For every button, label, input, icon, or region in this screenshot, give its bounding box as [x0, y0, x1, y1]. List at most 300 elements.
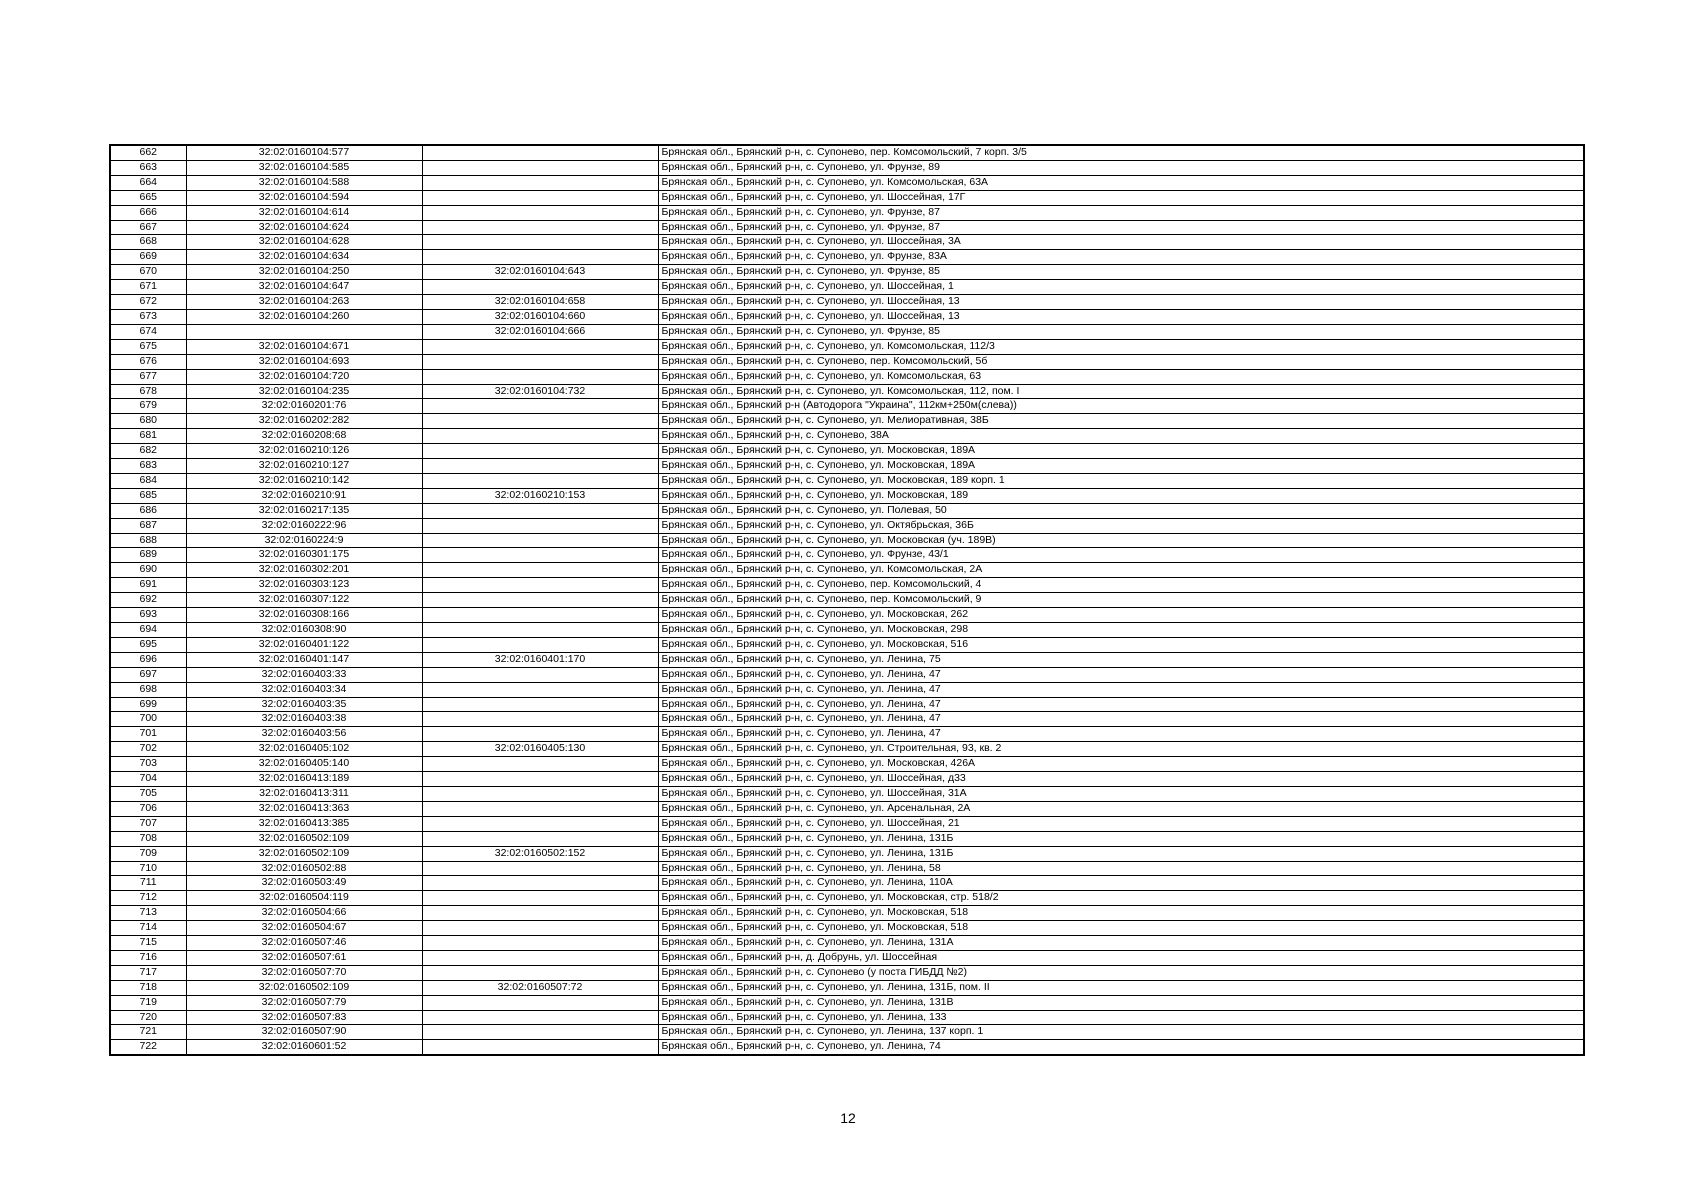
new-cadastral-number-cell	[422, 1040, 658, 1055]
new-cadastral-number-cell	[422, 369, 658, 384]
cadastral-number-cell: 32:02:0160224:9	[186, 533, 422, 548]
row-number-cell: 692	[110, 593, 186, 608]
address-cell: Брянская обл., Брянский р-н, с. Супонево, ул. Строительная, 93, кв. 2	[658, 742, 1584, 757]
table-row	[110, 548, 1584, 563]
row-number-cell: 700	[110, 712, 186, 727]
address-cell: Брянская обл., Брянский р-н, с. Супонево, ул. Московская, 518	[658, 906, 1584, 921]
cadastral-number-cell: 32:02:0160601:52	[186, 1040, 422, 1055]
row-number-cell: 677	[110, 369, 186, 384]
address-cell: Брянская обл., Брянский р-н, с. Супонево, ул. Фрунзе, 87	[658, 220, 1584, 235]
address-cell: Брянская обл., Брянский р-н, с. Супонево, ул. Фрунзе, 87	[658, 205, 1584, 220]
new-cadastral-number-cell	[422, 995, 658, 1010]
table-row	[110, 145, 1584, 160]
table-row	[110, 280, 1584, 295]
row-number-cell: 712	[110, 891, 186, 906]
cadastral-number-cell: 32:02:0160307:122	[186, 593, 422, 608]
new-cadastral-number-cell: 32:02:0160210:153	[422, 488, 658, 503]
table-row	[110, 682, 1584, 697]
cadastral-number-cell: 32:02:0160104:634	[186, 250, 422, 265]
address-cell: Брянская обл., Брянский р-н, с. Супонево, ул. Ленина, 133	[658, 1010, 1584, 1025]
new-cadastral-number-cell	[422, 637, 658, 652]
row-number-cell: 706	[110, 801, 186, 816]
new-cadastral-number-cell	[422, 623, 658, 638]
address-cell: Брянская обл., Брянский р-н, с. Супонево, ул. Комсомольская, 112/3	[658, 339, 1584, 354]
new-cadastral-number-cell	[422, 667, 658, 682]
address-cell: Брянская обл., Брянский р-н, с. Супонево, ул. Фрунзе, 89	[658, 160, 1584, 175]
cadastral-number-cell: 32:02:0160504:67	[186, 921, 422, 936]
cadastral-number-cell: 32:02:0160104:588	[186, 175, 422, 190]
address-cell: Брянская обл., Брянский р-н, с. Супонево (у поста ГИБДД №2)	[658, 965, 1584, 980]
table-row	[110, 488, 1584, 503]
cadastral-number-cell: 32:02:0160104:585	[186, 160, 422, 175]
row-number-cell: 680	[110, 414, 186, 429]
row-number-cell: 705	[110, 786, 186, 801]
new-cadastral-number-cell	[422, 533, 658, 548]
address-cell: Брянская обл., Брянский р-н, с. Супонево, ул. Шоссейная, 31А	[658, 786, 1584, 801]
cadastral-number-cell: 32:02:0160502:88	[186, 861, 422, 876]
new-cadastral-number-cell	[422, 429, 658, 444]
address-cell: Брянская обл., Брянский р-н, с. Супонево, ул. Московская, 189А	[658, 459, 1584, 474]
new-cadastral-number-cell	[422, 354, 658, 369]
row-number-cell: 690	[110, 563, 186, 578]
table-row	[110, 369, 1584, 384]
address-cell: Брянская обл., Брянский р-н, с. Супонево, ул. Московская, 189 корп. 1	[658, 473, 1584, 488]
new-cadastral-number-cell	[422, 891, 658, 906]
row-number-cell: 673	[110, 309, 186, 324]
address-cell: Брянская обл., Брянский р-н, с. Супонево, ул. Шоссейная, 21	[658, 816, 1584, 831]
cadastral-number-cell: 32:02:0160507:79	[186, 995, 422, 1010]
row-number-cell: 675	[110, 339, 186, 354]
row-number-cell: 686	[110, 503, 186, 518]
address-cell: Брянская обл., Брянский р-н, с. Супонево, ул. Ленина, 131Б	[658, 846, 1584, 861]
cadastral-number-cell: 32:02:0160210:142	[186, 473, 422, 488]
property-table-body	[110, 145, 1584, 1055]
address-cell: Брянская обл., Брянский р-н, с. Супонево, ул. Комсомольская, 112, пом. I	[658, 384, 1584, 399]
table-row	[110, 503, 1584, 518]
table-row	[110, 399, 1584, 414]
row-number-cell: 681	[110, 429, 186, 444]
row-number-cell: 674	[110, 324, 186, 339]
table-row	[110, 980, 1584, 995]
row-number-cell: 668	[110, 235, 186, 250]
row-number-cell: 702	[110, 742, 186, 757]
new-cadastral-number-cell	[422, 235, 658, 250]
new-cadastral-number-cell	[422, 861, 658, 876]
table-row	[110, 608, 1584, 623]
row-number-cell: 701	[110, 727, 186, 742]
new-cadastral-number-cell	[422, 757, 658, 772]
cadastral-number-cell: 32:02:0160217:135	[186, 503, 422, 518]
address-cell: Брянская обл., Брянский р-н (Автодорога "Украина", 112км+250м(слева))	[658, 399, 1584, 414]
address-cell: Брянская обл., Брянский р-н, с. Супонево, пер. Комсомольский, 4	[658, 578, 1584, 593]
new-cadastral-number-cell	[422, 965, 658, 980]
new-cadastral-number-cell: 32:02:0160104:658	[422, 295, 658, 310]
new-cadastral-number-cell	[422, 921, 658, 936]
cadastral-number-cell: 32:02:0160405:140	[186, 757, 422, 772]
cadastral-number-cell: 32:02:0160308:166	[186, 608, 422, 623]
address-cell: Брянская обл., Брянский р-н, с. Супонево, ул. Ленина, 131Б, пом. II	[658, 980, 1584, 995]
cadastral-number-cell: 32:02:0160401:122	[186, 637, 422, 652]
row-number-cell: 697	[110, 667, 186, 682]
cadastral-number-cell: 32:02:0160413:385	[186, 816, 422, 831]
address-cell: Брянская обл., Брянский р-н, с. Супонево, ул. Ленина, 47	[658, 682, 1584, 697]
table-row	[110, 533, 1584, 548]
table-row	[110, 965, 1584, 980]
new-cadastral-number-cell	[422, 503, 658, 518]
row-number-cell: 665	[110, 190, 186, 205]
new-cadastral-number-cell	[422, 712, 658, 727]
address-cell: Брянская обл., Брянский р-н, с. Супонево, 38А	[658, 429, 1584, 444]
address-cell: Брянская обл., Брянский р-н, с. Супонево, ул. Шоссейная, 17Г	[658, 190, 1584, 205]
new-cadastral-number-cell	[422, 414, 658, 429]
row-number-cell: 688	[110, 533, 186, 548]
address-cell: Брянская обл., Брянский р-н, с. Супонево, ул. Московская (уч. 189В)	[658, 533, 1584, 548]
cadastral-number-cell: 32:02:0160201:76	[186, 399, 422, 414]
table-row	[110, 250, 1584, 265]
cadastral-number-cell: 32:02:0160104:263	[186, 295, 422, 310]
row-number-cell: 670	[110, 265, 186, 280]
table-row	[110, 190, 1584, 205]
table-row	[110, 727, 1584, 742]
table-row	[110, 593, 1584, 608]
row-number-cell: 710	[110, 861, 186, 876]
row-number-cell: 722	[110, 1040, 186, 1055]
address-cell: Брянская обл., Брянский р-н, с. Супонево, ул. Московская, стр. 518/2	[658, 891, 1584, 906]
address-cell: Брянская обл., Брянский р-н, с. Супонево, ул. Московская, 518	[658, 921, 1584, 936]
cadastral-number-cell: 32:02:0160405:102	[186, 742, 422, 757]
cadastral-number-cell: 32:02:0160403:34	[186, 682, 422, 697]
table-row	[110, 563, 1584, 578]
cadastral-number-cell: 32:02:0160507:46	[186, 936, 422, 951]
cadastral-number-cell: 32:02:0160104:577	[186, 145, 422, 160]
cadastral-number-cell	[186, 324, 422, 339]
row-number-cell: 687	[110, 518, 186, 533]
cadastral-number-cell: 32:02:0160104:671	[186, 339, 422, 354]
cadastral-number-cell: 32:02:0160210:91	[186, 488, 422, 503]
cadastral-number-cell: 32:02:0160210:126	[186, 444, 422, 459]
row-number-cell: 698	[110, 682, 186, 697]
table-row	[110, 459, 1584, 474]
address-cell: Брянская обл., Брянский р-н, с. Супонево, ул. Московская, 189	[658, 488, 1584, 503]
address-cell: Брянская обл., Брянский р-н, с. Супонево, ул. Московская, 189А	[658, 444, 1584, 459]
row-number-cell: 684	[110, 473, 186, 488]
address-cell: Брянская обл., Брянский р-н, с. Супонево, ул. Ленина, 58	[658, 861, 1584, 876]
new-cadastral-number-cell: 32:02:0160104:643	[422, 265, 658, 280]
table-row	[110, 786, 1584, 801]
row-number-cell: 716	[110, 950, 186, 965]
cadastral-number-cell: 32:02:0160502:109	[186, 980, 422, 995]
row-number-cell: 662	[110, 145, 186, 160]
row-number-cell: 672	[110, 295, 186, 310]
address-cell: Брянская обл., Брянский р-н, с. Супонево, ул. Московская, 262	[658, 608, 1584, 623]
table-row	[110, 801, 1584, 816]
address-cell: Брянская обл., Брянский р-н, с. Супонево, ул. Фрунзе, 85	[658, 324, 1584, 339]
new-cadastral-number-cell	[422, 339, 658, 354]
cadastral-number-cell: 32:02:0160403:38	[186, 712, 422, 727]
cadastral-number-cell: 32:02:0160104:235	[186, 384, 422, 399]
row-number-cell: 664	[110, 175, 186, 190]
row-number-cell: 683	[110, 459, 186, 474]
new-cadastral-number-cell: 32:02:0160502:152	[422, 846, 658, 861]
new-cadastral-number-cell	[422, 697, 658, 712]
row-number-cell: 663	[110, 160, 186, 175]
cadastral-number-cell: 32:02:0160104:693	[186, 354, 422, 369]
cadastral-number-cell: 32:02:0160507:70	[186, 965, 422, 980]
new-cadastral-number-cell	[422, 1025, 658, 1040]
row-number-cell: 707	[110, 816, 186, 831]
new-cadastral-number-cell	[422, 205, 658, 220]
cadastral-number-cell: 32:02:0160303:123	[186, 578, 422, 593]
address-cell: Брянская обл., Брянский р-н, с. Супонево, ул. Ленина, 74	[658, 1040, 1584, 1055]
table-row	[110, 265, 1584, 280]
address-cell: Брянская обл., Брянский р-н, с. Супонево, ул. Ленина, 131А	[658, 936, 1584, 951]
address-cell: Брянская обл., Брянский р-н, с. Супонево, ул. Полевая, 50	[658, 503, 1584, 518]
table-row	[110, 876, 1584, 891]
row-number-cell: 715	[110, 936, 186, 951]
table-row	[110, 772, 1584, 787]
address-cell: Брянская обл., Брянский р-н, с. Супонево, ул. Фрунзе, 85	[658, 265, 1584, 280]
cadastral-number-cell: 32:02:0160202:282	[186, 414, 422, 429]
address-cell: Брянская обл., Брянский р-н, с. Супонево, ул. Комсомольская, 2А	[658, 563, 1584, 578]
row-number-cell: 696	[110, 652, 186, 667]
cadastral-number-cell: 32:02:0160104:260	[186, 309, 422, 324]
cadastral-number-cell: 32:02:0160104:647	[186, 280, 422, 295]
address-cell: Брянская обл., Брянский р-н, с. Супонево, ул. Мелиоративная, 38Б	[658, 414, 1584, 429]
table-row	[110, 160, 1584, 175]
new-cadastral-number-cell	[422, 786, 658, 801]
new-cadastral-number-cell	[422, 250, 658, 265]
new-cadastral-number-cell: 32:02:0160401:170	[422, 652, 658, 667]
new-cadastral-number-cell: 32:02:0160104:732	[422, 384, 658, 399]
cadastral-number-cell: 32:02:0160104:250	[186, 265, 422, 280]
table-row	[110, 414, 1584, 429]
cadastral-number-cell: 32:02:0160401:147	[186, 652, 422, 667]
cadastral-number-cell: 32:02:0160413:311	[186, 786, 422, 801]
row-number-cell: 671	[110, 280, 186, 295]
row-number-cell: 717	[110, 965, 186, 980]
property-table	[109, 144, 1585, 1056]
table-row	[110, 742, 1584, 757]
row-number-cell: 719	[110, 995, 186, 1010]
cadastral-number-cell: 32:02:0160502:109	[186, 831, 422, 846]
table-row	[110, 995, 1584, 1010]
table-row	[110, 235, 1584, 250]
new-cadastral-number-cell	[422, 682, 658, 697]
cadastral-number-cell: 32:02:0160504:119	[186, 891, 422, 906]
address-cell: Брянская обл., Брянский р-н, с. Супонево, пер. Комсомольский, 9	[658, 593, 1584, 608]
cadastral-number-cell: 32:02:0160507:83	[186, 1010, 422, 1025]
cadastral-number-cell: 32:02:0160413:189	[186, 772, 422, 787]
address-cell: Брянская обл., Брянский р-н, с. Супонево, ул. Комсомольская, 63	[658, 369, 1584, 384]
new-cadastral-number-cell	[422, 280, 658, 295]
table-row	[110, 757, 1584, 772]
new-cadastral-number-cell	[422, 593, 658, 608]
row-number-cell: 676	[110, 354, 186, 369]
cadastral-number-cell: 32:02:0160104:614	[186, 205, 422, 220]
new-cadastral-number-cell	[422, 727, 658, 742]
table-row	[110, 384, 1584, 399]
address-cell: Брянская обл., Брянский р-н, с. Супонево, ул. Арсенальная, 2А	[658, 801, 1584, 816]
new-cadastral-number-cell	[422, 608, 658, 623]
new-cadastral-number-cell	[422, 1010, 658, 1025]
row-number-cell: 714	[110, 921, 186, 936]
row-number-cell: 708	[110, 831, 186, 846]
new-cadastral-number-cell: 32:02:0160104:660	[422, 309, 658, 324]
row-number-cell: 682	[110, 444, 186, 459]
table-row	[110, 950, 1584, 965]
row-number-cell: 695	[110, 637, 186, 652]
address-cell: Брянская обл., Брянский р-н, с. Супонево, ул. Шоссейная, д33	[658, 772, 1584, 787]
row-number-cell: 711	[110, 876, 186, 891]
table-row	[110, 354, 1584, 369]
cadastral-number-cell: 32:02:0160301:175	[186, 548, 422, 563]
new-cadastral-number-cell: 32:02:0160104:666	[422, 324, 658, 339]
new-cadastral-number-cell	[422, 772, 658, 787]
row-number-cell: 669	[110, 250, 186, 265]
row-number-cell: 689	[110, 548, 186, 563]
row-number-cell: 699	[110, 697, 186, 712]
cadastral-number-cell: 32:02:0160308:90	[186, 623, 422, 638]
table-row	[110, 429, 1584, 444]
table-row	[110, 667, 1584, 682]
row-number-cell: 721	[110, 1025, 186, 1040]
row-number-cell: 678	[110, 384, 186, 399]
address-cell: Брянская обл., Брянский р-н, с. Супонево, ул. Ленина, 137 корп. 1	[658, 1025, 1584, 1040]
table-row	[110, 891, 1584, 906]
cadastral-number-cell: 32:02:0160502:109	[186, 846, 422, 861]
new-cadastral-number-cell	[422, 906, 658, 921]
table-row	[110, 921, 1584, 936]
address-cell: Брянская обл., Брянский р-н, с. Супонево, ул. Фрунзе, 83А	[658, 250, 1584, 265]
cadastral-number-cell: 32:02:0160210:127	[186, 459, 422, 474]
new-cadastral-number-cell	[422, 473, 658, 488]
table-row	[110, 1040, 1584, 1055]
address-cell: Брянская обл., Брянский р-н, с. Супонево, ул. Фрунзе, 43/1	[658, 548, 1584, 563]
new-cadastral-number-cell	[422, 518, 658, 533]
cadastral-number-cell: 32:02:0160104:594	[186, 190, 422, 205]
row-number-cell: 666	[110, 205, 186, 220]
cadastral-number-cell: 32:02:0160507:61	[186, 950, 422, 965]
address-cell: Брянская обл., Брянский р-н, с. Супонево, ул. Комсомольская, 63А	[658, 175, 1584, 190]
row-number-cell: 720	[110, 1010, 186, 1025]
table-row	[110, 295, 1584, 310]
address-cell: Брянская обл., Брянский р-н, с. Супонево, ул. Шоссейная, 13	[658, 309, 1584, 324]
cadastral-number-cell: 32:02:0160403:56	[186, 727, 422, 742]
row-number-cell: 694	[110, 623, 186, 638]
new-cadastral-number-cell	[422, 831, 658, 846]
new-cadastral-number-cell: 32:02:0160507:72	[422, 980, 658, 995]
row-number-cell: 679	[110, 399, 186, 414]
address-cell: Брянская обл., Брянский р-н, с. Супонево, ул. Ленина, 47	[658, 727, 1584, 742]
new-cadastral-number-cell	[422, 145, 658, 160]
table-row	[110, 444, 1584, 459]
cadastral-number-cell: 32:02:0160504:66	[186, 906, 422, 921]
new-cadastral-number-cell	[422, 220, 658, 235]
new-cadastral-number-cell	[422, 444, 658, 459]
table-row	[110, 473, 1584, 488]
row-number-cell: 667	[110, 220, 186, 235]
address-cell: Брянская обл., Брянский р-н, с. Супонево, ул. Шоссейная, 1	[658, 280, 1584, 295]
cadastral-number-cell: 32:02:0160413:363	[186, 801, 422, 816]
new-cadastral-number-cell	[422, 459, 658, 474]
new-cadastral-number-cell	[422, 801, 658, 816]
cadastral-number-cell: 32:02:0160104:624	[186, 220, 422, 235]
table-row	[110, 831, 1584, 846]
new-cadastral-number-cell	[422, 190, 658, 205]
cadastral-number-cell: 32:02:0160403:35	[186, 697, 422, 712]
table-row	[110, 936, 1584, 951]
new-cadastral-number-cell	[422, 399, 658, 414]
table-row	[110, 906, 1584, 921]
new-cadastral-number-cell	[422, 950, 658, 965]
table-row	[110, 652, 1584, 667]
table-row	[110, 578, 1584, 593]
address-cell: Брянская обл., Брянский р-н, с. Супонево, ул. Шоссейная, 13	[658, 295, 1584, 310]
cadastral-number-cell: 32:02:0160104:628	[186, 235, 422, 250]
new-cadastral-number-cell	[422, 175, 658, 190]
new-cadastral-number-cell: 32:02:0160405:130	[422, 742, 658, 757]
address-cell: Брянская обл., Брянский р-н, с. Супонево, ул. Ленина, 131В	[658, 995, 1584, 1010]
table-row	[110, 309, 1584, 324]
new-cadastral-number-cell	[422, 578, 658, 593]
address-cell: Брянская обл., Брянский р-н, с. Супонево, ул. Московская, 298	[658, 623, 1584, 638]
table-row	[110, 339, 1584, 354]
row-number-cell: 718	[110, 980, 186, 995]
table-row	[110, 697, 1584, 712]
row-number-cell: 713	[110, 906, 186, 921]
row-number-cell: 691	[110, 578, 186, 593]
new-cadastral-number-cell	[422, 563, 658, 578]
cadastral-number-cell: 32:02:0160403:33	[186, 667, 422, 682]
address-cell: Брянская обл., Брянский р-н, с. Супонево, ул. Ленина, 47	[658, 697, 1584, 712]
cadastral-number-cell: 32:02:0160208:68	[186, 429, 422, 444]
page-number: 12	[840, 1110, 856, 1126]
address-cell: Брянская обл., Брянский р-н, с. Супонево, ул. Октябрьская, 36Б	[658, 518, 1584, 533]
table-row	[110, 623, 1584, 638]
row-number-cell: 704	[110, 772, 186, 787]
address-cell: Брянская обл., Брянский р-н, с. Супонево, ул. Ленина, 110А	[658, 876, 1584, 891]
table-row	[110, 816, 1584, 831]
table-row	[110, 861, 1584, 876]
table-row	[110, 1025, 1584, 1040]
table-row	[110, 205, 1584, 220]
address-cell: Брянская обл., Брянский р-н, с. Супонево, ул. Шоссейная, 3А	[658, 235, 1584, 250]
table-row	[110, 220, 1584, 235]
cadastral-number-cell: 32:02:0160302:201	[186, 563, 422, 578]
address-cell: Брянская обл., Брянский р-н, с. Супонево, ул. Ленина, 47	[658, 667, 1584, 682]
address-cell: Брянская обл., Брянский р-н, с. Супонево, ул. Ленина, 47	[658, 712, 1584, 727]
table-row	[110, 712, 1584, 727]
address-cell: Брянская обл., Брянский р-н, с. Супонево, ул. Ленина, 131Б	[658, 831, 1584, 846]
address-cell: Брянская обл., Брянский р-н, с. Супонево, ул. Ленина, 75	[658, 652, 1584, 667]
new-cadastral-number-cell	[422, 876, 658, 891]
new-cadastral-number-cell	[422, 936, 658, 951]
row-number-cell: 685	[110, 488, 186, 503]
cadastral-number-cell: 32:02:0160503:49	[186, 876, 422, 891]
table-row	[110, 1010, 1584, 1025]
address-cell: Брянская обл., Брянский р-н, д. Добрунь, ул. Шоссейная	[658, 950, 1584, 965]
address-cell: Брянская обл., Брянский р-н, с. Супонево, ул. Московская, 426А	[658, 757, 1584, 772]
table-row	[110, 175, 1584, 190]
new-cadastral-number-cell	[422, 160, 658, 175]
address-cell: Брянская обл., Брянский р-н, с. Супонево, пер. Комсомольский, 7 корп. 3/5	[658, 145, 1584, 160]
row-number-cell: 693	[110, 608, 186, 623]
table-row	[110, 637, 1584, 652]
table-row	[110, 324, 1584, 339]
new-cadastral-number-cell	[422, 816, 658, 831]
row-number-cell: 709	[110, 846, 186, 861]
table-row	[110, 846, 1584, 861]
